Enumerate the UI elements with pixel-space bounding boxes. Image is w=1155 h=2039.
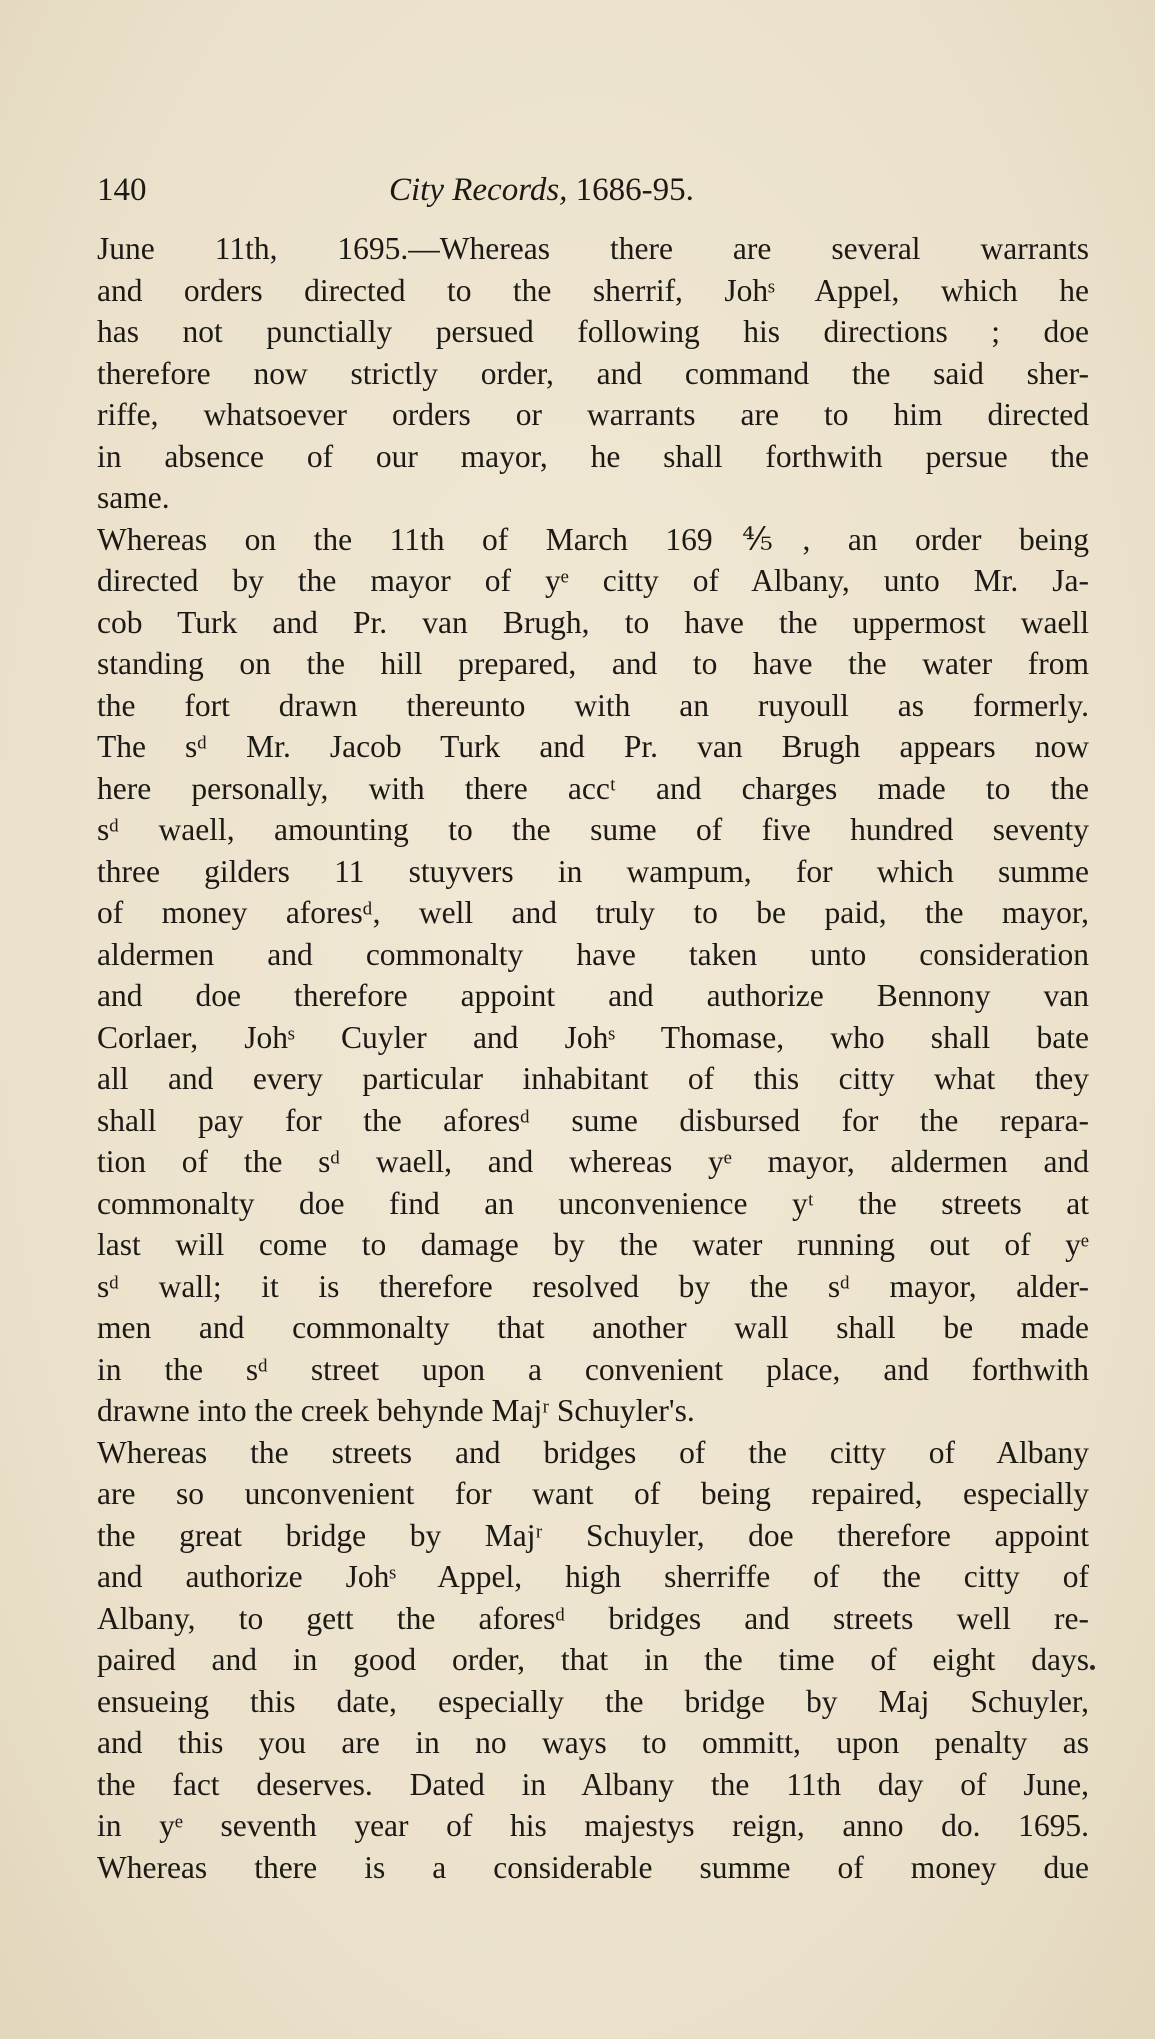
text-line: in absence of our mayor, he shall forthwith persue the (97, 438, 1089, 474)
text-line: Whereas the streets and bridges of the citty of Albany (97, 1434, 1089, 1470)
text-line: therefore now strictly order, and command the said sher- (97, 355, 1089, 391)
text-line: in the sᵈ street upon a convenient place, and forthwith (97, 1351, 1089, 1387)
text-line: Whereas there is a considerable summe of money due (97, 1849, 1089, 1885)
text-line: all and every particular inhabitant of this citty what they (97, 1061, 1089, 1096)
text-line: and authorize Johˢ Appel, high sherriffe of the citty of (97, 1559, 1089, 1594)
text-line: Corlaer, Johˢ Cuyler and Johˢ Thomase, who shall bate (97, 1019, 1089, 1055)
text-line: and orders directed to the sherrif, Johˢ Appel, which he (97, 272, 1089, 308)
text-line: men and commonalty that another wall shall be made (97, 1310, 1089, 1345)
text-line: same. (97, 480, 170, 515)
text-line: ensueing this date, especially the bridge by Maj Schuyler, (97, 1683, 1089, 1719)
text-line: directed by the mayor of yᵉ citty of Albany, unto Mr. Ja- (97, 563, 1089, 598)
text-line: cob Turk and Pr. van Brugh, to have the uppermost waell (97, 604, 1089, 640)
text-line: The sᵈ Mr. Jacob Turk and Pr. van Brugh appears now (97, 729, 1089, 764)
text-line: riffe, whatsoever orders or warrants are to him directed (97, 397, 1089, 432)
text-line: standing on the hill prepared, and to have the water from (97, 646, 1089, 681)
text-line: Whereas on the 11th of March 169⅘, an order being (97, 521, 1089, 557)
text-line: are so unconvenient for want of being repaired, especially (97, 1476, 1089, 1511)
text-line: three gilders 11 stuyvers in wampum, for which summe (97, 853, 1089, 889)
text-line: aldermen and commonalty have taken unto consideration (97, 936, 1089, 972)
text-line: shall pay for the aforesᵈ sume disbursed for the repara- (97, 1102, 1089, 1138)
text-line: drawne into the creek behynde Majʳ Schuyler's. (97, 1393, 695, 1428)
page-number: 140 (97, 172, 147, 208)
text-line: Albany, to gett the aforesᵈ bridges and streets well re- (97, 1600, 1089, 1636)
text-line: has not punctially persued following his directions ; doe (97, 314, 1089, 349)
text-line: the great bridge by Majʳ Schuyler, doe therefore appoint (97, 1517, 1089, 1553)
text-line: paired and in good order, that in the time of eight days (97, 1642, 1089, 1677)
text-line: and doe therefore appoint and authorize Bennony van (97, 978, 1089, 1013)
text-line: of money aforesᵈ, well and truly to be paid, the mayor, (97, 895, 1089, 930)
text-line: last will come to damage by the water running out of yᵉ (97, 1227, 1089, 1262)
text-line: here personally, with there accᵗ and charges made to the (97, 770, 1089, 806)
running-title (389, 172, 694, 209)
text-line: and this you are in no ways to ommitt, upon penalty as (97, 1725, 1089, 1760)
text-line: commonalty doe find an unconvenience yᵗ the streets at (97, 1185, 1089, 1221)
text-line: the fort drawn thereunto with an ruyoull as formerly. (97, 687, 1089, 723)
text-line: the fact deserves. Dated in Albany the 11th day of June, (97, 1766, 1089, 1802)
body-text (97, 228, 1089, 1888)
running-title-years: 1686-95. (567, 172, 694, 208)
ink-speck (1090, 1665, 1095, 1670)
text-line: sᵈ wall; it is therefore resolved by the sᵈ mayor, alder- (97, 1268, 1089, 1304)
text-line: tion of the sᵈ waell, and whereas yᵉ mayor, aldermen and (97, 1144, 1089, 1179)
text-line: sᵈ waell, amounting to the sume of five hundred seventy (97, 812, 1089, 847)
text-line: June 11th, 1695.—Whereas there are several warrants (97, 231, 1089, 266)
running-title-italic: City Records, (389, 172, 568, 208)
page-header (97, 172, 787, 218)
text-line: in yᵉ seventh year of his majestys reign, anno do. 1695. (97, 1808, 1089, 1843)
